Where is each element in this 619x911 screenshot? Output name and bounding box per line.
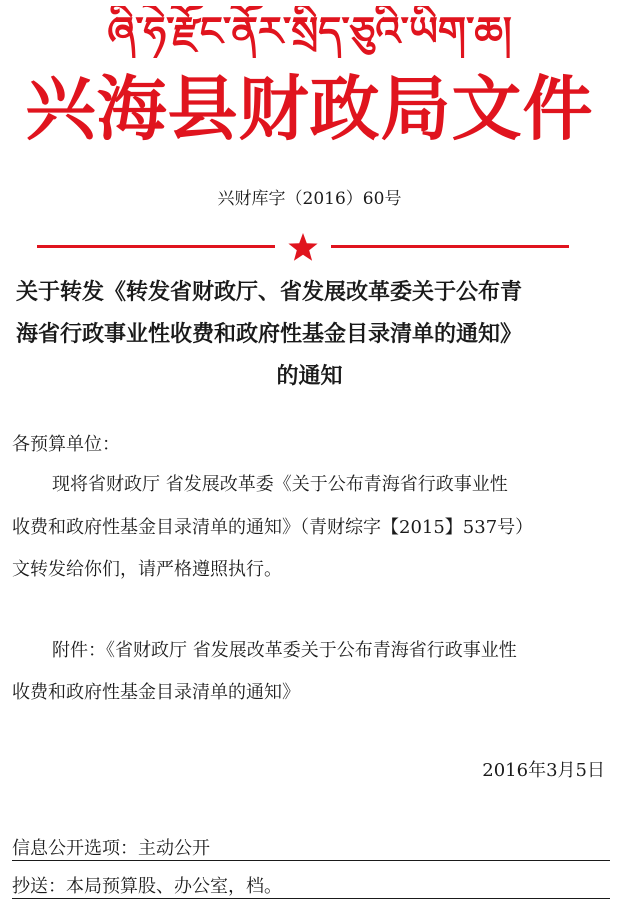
paragraph-line: 文转发给你们，请严格遵照执行。 [12, 559, 282, 580]
subject-line-2: 海省行政事业性收费和政府性基金目录清单的通知》 [16, 321, 523, 347]
subject-line-1: 关于转发《转发省财政厅、省发展改革委关于公布青 [16, 279, 523, 305]
issuer-title: 兴海县财政局文件 [25, 68, 594, 150]
attachment-line: 附件：《省财政厅 省发展改革委关于公布青海省行政事业性 [52, 640, 517, 661]
footer-divider [12, 860, 610, 861]
star-icon [287, 232, 319, 262]
salutation: 各预算单位： [12, 434, 120, 455]
attachment-line: 收费和政府性基金目录清单的通知》 [12, 682, 300, 703]
paragraph-line: 收费和政府性基金目录清单的通知》（青财综字【2015】537号） [12, 517, 534, 538]
red-divider-right [331, 245, 569, 248]
red-divider-left [37, 245, 275, 248]
document-number: 兴财库字（2016）60号 [217, 189, 402, 209]
cc-line: 抄送：本局预算股、办公室，档。 [12, 876, 282, 897]
disclosure-option: 信息公开选项：主动公开 [12, 838, 210, 859]
issue-date: 2016年3月5日 [482, 760, 605, 781]
tibetan-title: ཞི་ཧེ་རྫོང་ནོར་སྲིད་ཅུའི་ཡིག་ཆ། [107, 9, 512, 55]
footer-divider [12, 898, 610, 899]
paragraph-line: 现将省财政厅 省发展改革委《关于公布青海省行政事业性 [52, 474, 508, 495]
subject-line-3: 的通知 [276, 363, 343, 389]
